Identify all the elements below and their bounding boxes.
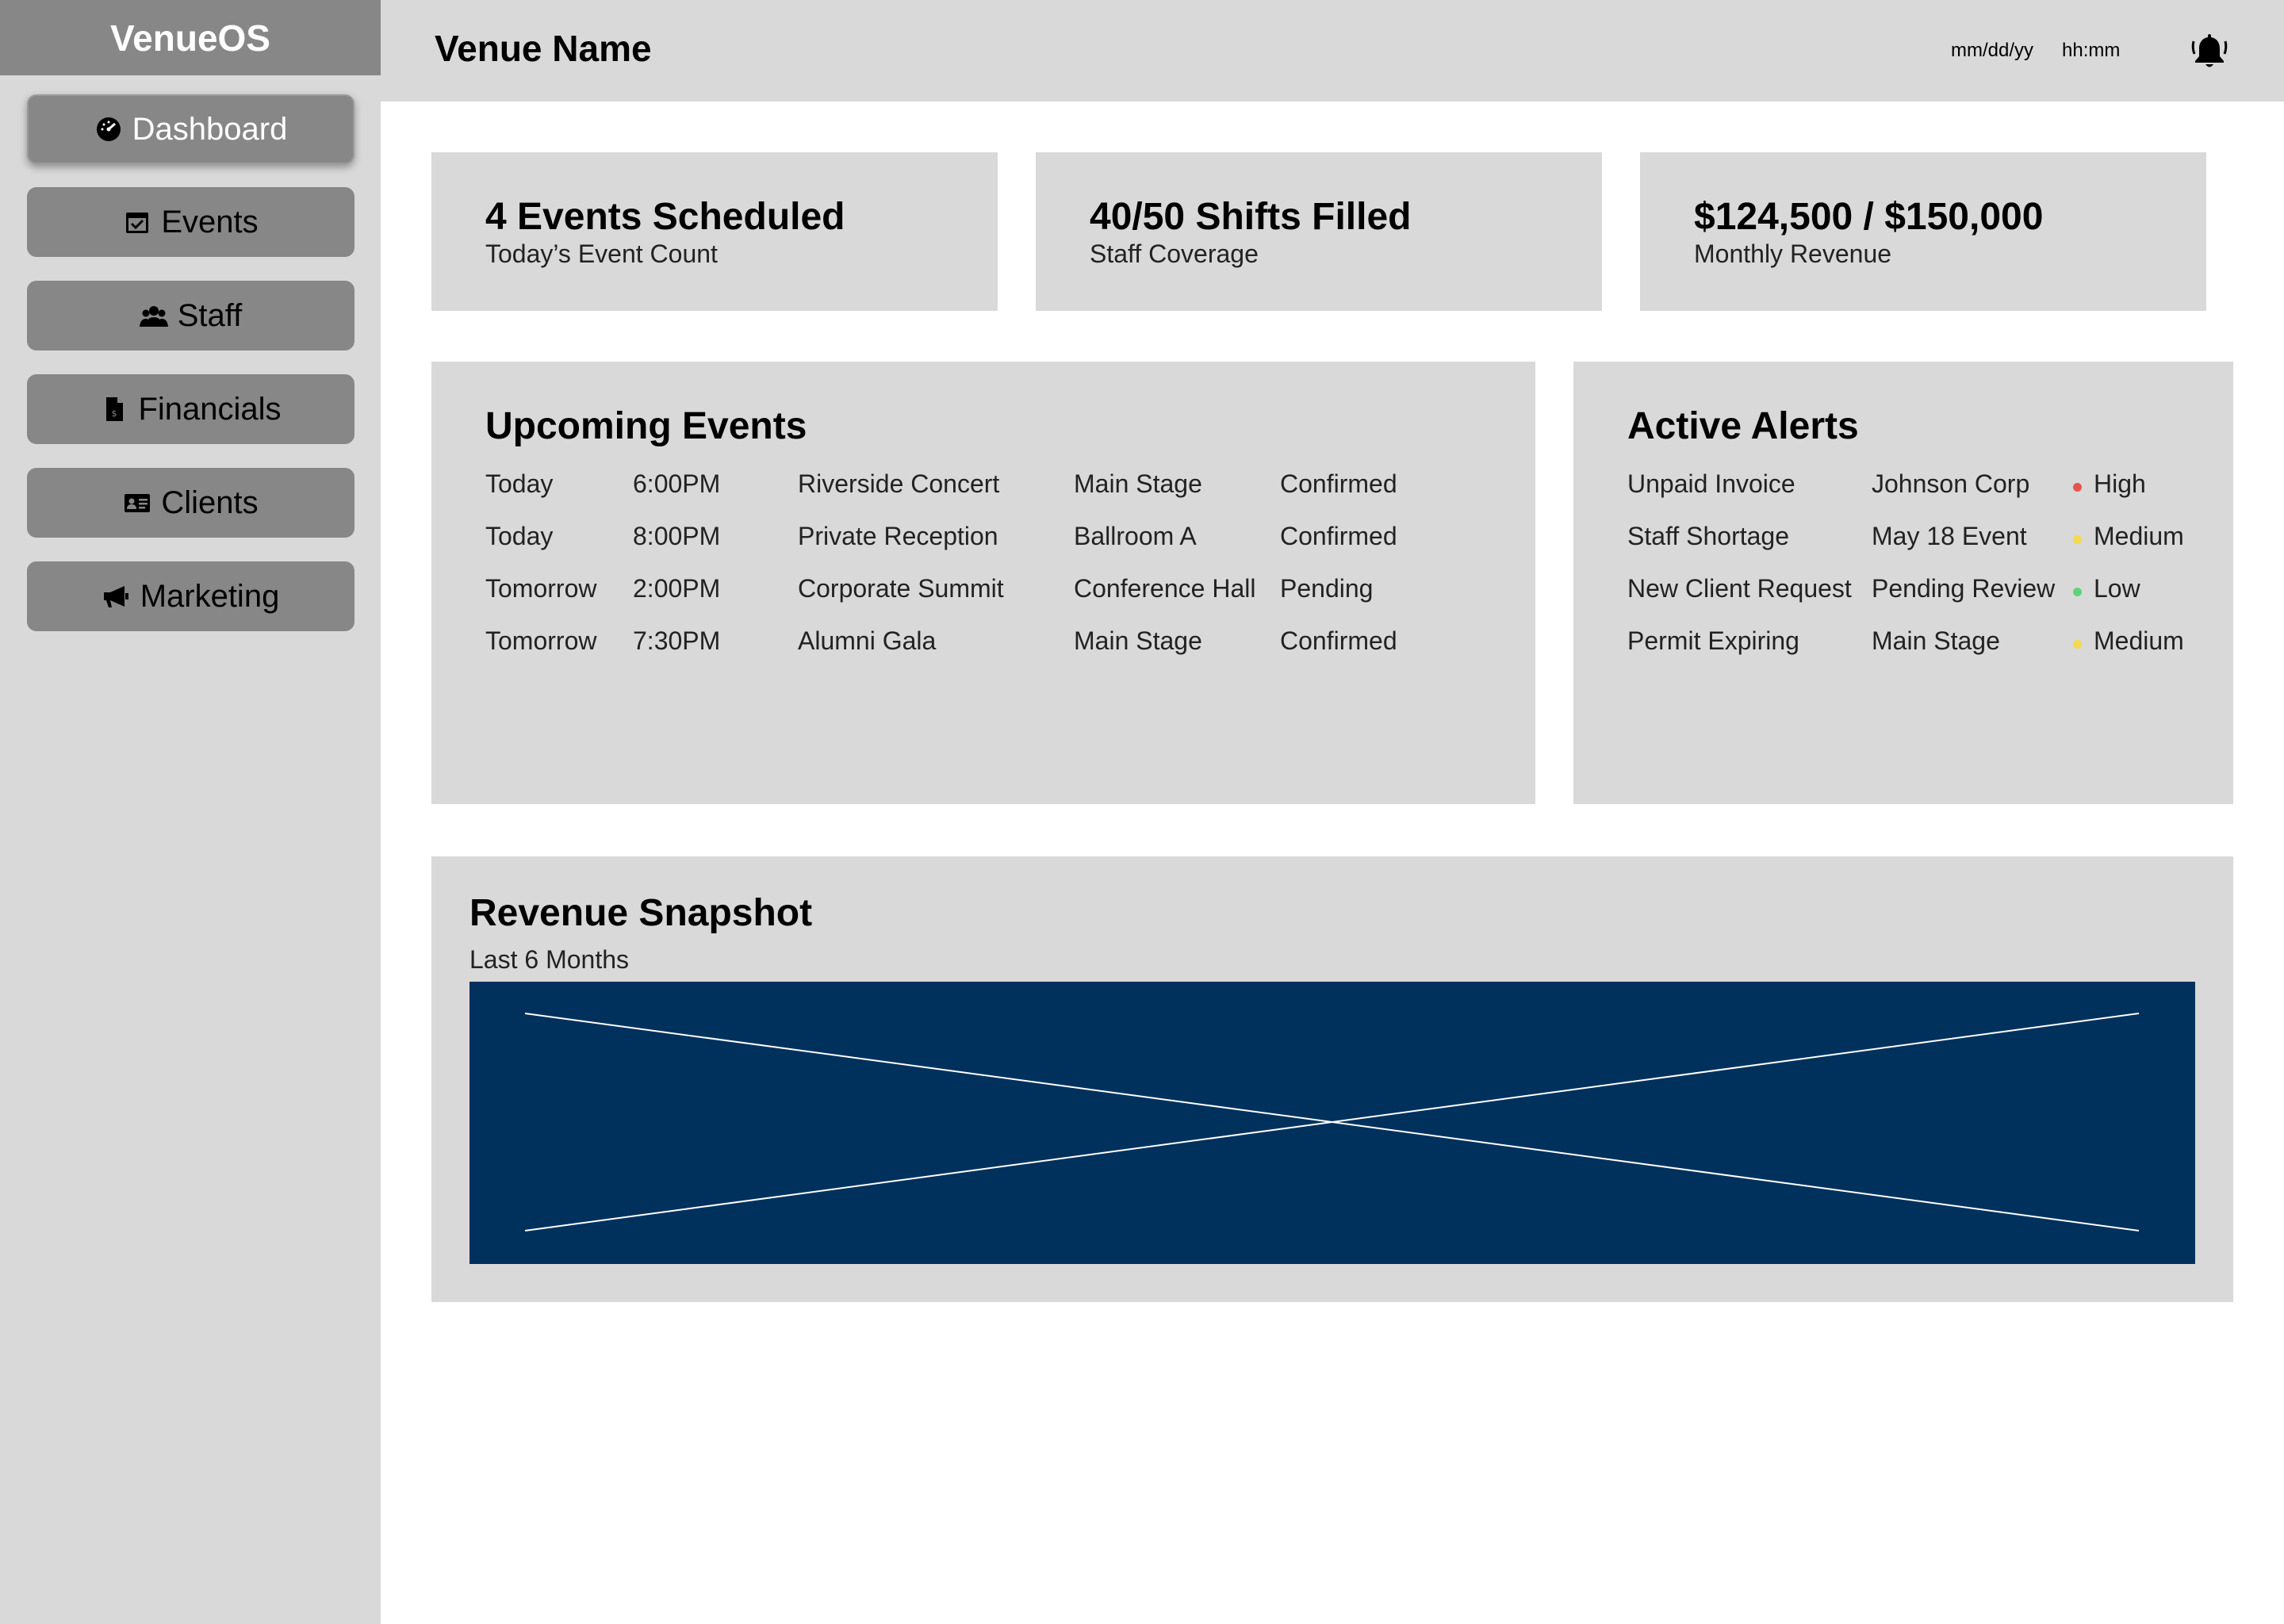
stat-card-revenue — [1640, 152, 2206, 311]
alert-priority: Low — [2094, 574, 2140, 603]
placeholder-cross — [469, 982, 2195, 1264]
event-day: Today — [485, 522, 554, 550]
event-name: Alumni Gala — [798, 626, 937, 655]
stat-card-events — [431, 152, 998, 311]
event-day: Tomorrow — [485, 574, 597, 603]
event-status: Confirmed — [1280, 522, 1397, 550]
alert-type: Unpaid Invoice — [1627, 469, 1795, 498]
event-time: 7:30PM — [633, 626, 721, 655]
stat-label: Staff Coverage — [1090, 239, 1259, 268]
upcoming-events-panel — [431, 362, 1535, 804]
alert-subject: May 18 Event — [1872, 522, 2027, 550]
event-status: Confirmed — [1280, 469, 1397, 498]
calendar-icon — [123, 208, 151, 236]
app-logo: VenueOS — [0, 0, 381, 75]
stat-label: Monthly Revenue — [1694, 239, 1892, 268]
sidebar-item-staff[interactable] — [27, 281, 354, 350]
alert-subject: Main Stage — [1872, 626, 2000, 655]
alert-type: New Client Request — [1627, 574, 1852, 603]
bell-icon[interactable] — [2189, 30, 2230, 71]
priority-dot — [2073, 483, 2082, 492]
revenue-chart-placeholder — [469, 982, 2195, 1264]
sidebar-item-label: Dashboard — [132, 111, 288, 147]
event-name: Corporate Summit — [798, 574, 1004, 603]
invoice-icon — [100, 395, 128, 423]
event-location: Ballroom A — [1074, 522, 1197, 550]
priority-dot — [2073, 640, 2082, 649]
sidebar-item-dashboard[interactable] — [27, 94, 354, 164]
event-status: Confirmed — [1280, 626, 1397, 655]
date-display: mm/dd/yy — [1951, 40, 2034, 61]
active-alerts-panel — [1573, 362, 2233, 804]
alert-subject: Johnson Corp — [1872, 469, 2030, 498]
active-alerts-title: Active Alerts — [1627, 405, 1859, 447]
event-location: Main Stage — [1074, 626, 1202, 655]
dashboard-icon — [94, 115, 123, 144]
sidebar-item-events[interactable] — [27, 187, 354, 257]
event-time: 8:00PM — [633, 522, 721, 550]
event-name: Riverside Concert — [798, 469, 1000, 498]
event-status: Pending — [1280, 574, 1374, 603]
sidebar-item-label: Financials — [138, 391, 282, 427]
upcoming-events-title: Upcoming Events — [485, 405, 807, 447]
priority-dot — [2073, 588, 2082, 596]
megaphone-icon — [102, 582, 131, 611]
stat-value: 4 Events Scheduled — [485, 196, 845, 238]
sidebar-item-marketing[interactable] — [27, 561, 354, 631]
alert-type: Permit Expiring — [1627, 626, 1799, 655]
alert-subject: Pending Review — [1872, 574, 2056, 603]
sidebar-item-clients[interactable] — [27, 468, 354, 538]
svg-text:$: $ — [111, 408, 117, 419]
top-bar — [381, 0, 2284, 102]
event-location: Main Stage — [1074, 469, 1202, 498]
event-time: 2:00PM — [633, 574, 721, 603]
alert-priority: High — [2094, 469, 2146, 498]
venue-name: Venue Name — [435, 28, 652, 69]
sidebar-item-financials[interactable] — [27, 374, 354, 444]
stat-value: $124,500 / $150,000 — [1694, 196, 2044, 238]
event-day: Tomorrow — [485, 626, 597, 655]
revenue-snapshot-title: Revenue Snapshot — [469, 892, 813, 934]
stat-value: 40/50 Shifts Filled — [1090, 196, 1412, 238]
revenue-snapshot-subtitle: Last 6 Months — [469, 945, 629, 974]
alert-priority: Medium — [2094, 522, 2184, 550]
users-icon — [140, 301, 168, 330]
sidebar-item-label: Clients — [161, 485, 259, 520]
alert-priority: Medium — [2094, 626, 2184, 655]
event-day: Today — [485, 469, 554, 498]
alert-type: Staff Shortage — [1627, 522, 1789, 550]
sidebar-item-label: Marketing — [140, 578, 280, 614]
sidebar-item-label: Events — [161, 204, 259, 239]
priority-dot — [2073, 535, 2082, 544]
event-time: 6:00PM — [633, 469, 721, 498]
event-location: Conference Hall — [1074, 574, 1256, 603]
event-name: Private Reception — [798, 522, 998, 550]
time-display: hh:mm — [2062, 40, 2121, 61]
sidebar-item-label: Staff — [177, 297, 243, 333]
stat-label: Today’s Event Count — [485, 239, 718, 268]
address-card-icon — [123, 488, 151, 517]
stat-card-staff — [1036, 152, 1602, 311]
sidebar — [0, 0, 381, 1624]
